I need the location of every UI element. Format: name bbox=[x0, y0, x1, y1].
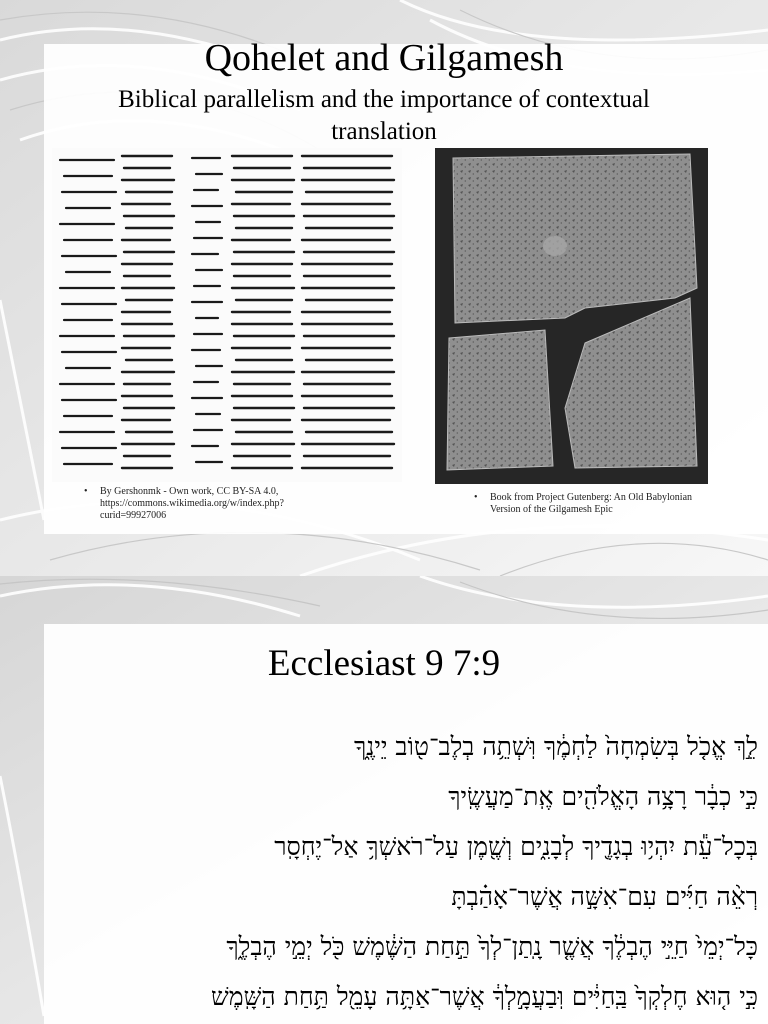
hebrew-verses bbox=[18, 722, 758, 1022]
tablet-caption-text: Book from Project Gutenberg: An Old Babylonian Version of the Gilgamesh Epic bbox=[490, 492, 693, 515]
verse-line: כִּ֣י ה֤וּא חֶלְקְךָ֙ בַּֽחַיִּ֔ים וּֽבַעֲמָ֣לְךָ֔ אֲשֶׁר־אַתָּ֥ה עָמֵ֖ל תַּ֥חַת הַשָּֽׁמֶשׁ bbox=[211, 982, 758, 1011]
manuscript-caption-text: By Gershonmk - Own work, CC BY-SA 4.0, https://commons.wikimedia.org/w/index.php?curid=99927006 bbox=[100, 486, 284, 521]
qohelet-manuscript-image bbox=[52, 148, 402, 482]
slide-title: Qohelet and Gilgamesh bbox=[204, 37, 564, 79]
tablet-caption bbox=[474, 492, 720, 516]
caption-bullet: • bbox=[84, 486, 88, 497]
slide-title: Ecclesiast 9 7:9 bbox=[267, 643, 501, 684]
gilgamesh-tablet-image bbox=[435, 148, 708, 484]
slide-subtitle: Biblical parallelism and the importance of contextual translation bbox=[118, 86, 650, 145]
caption-bullet: • bbox=[474, 492, 478, 503]
manuscript-caption bbox=[84, 486, 340, 522]
verse-line: כָּל־יְמֵי֙ חַיֵּ֣י הֶבְלֶ֔ךָ אֲשֶׁ֤ר נָֽתַן־לְךָ֙ תַּ֣חַת הַשֶּׁ֔מֶשׁ כֹּ֖ל יְמֵ֣י הֶבְלֶ֑ךָ bbox=[226, 932, 758, 961]
verse-line: לֵ֣ךְ אֱכֹ֤ל בְּשִׂמְחָה֙ לַחְמֶ֔ךָ וּֽשְׁתֵ֥ה בְלֶב־ט֖וֹב יֵינֶ֑ךָ bbox=[353, 732, 758, 761]
verse-line: בְּכָל־עֵ֕ת יִהְי֥וּ בְגָדֶ֖יךָ לְבָנִ֑ים וְשֶׁ֖מֶן עַל־רֹאשְׁךָ֥ אַל־יֶחְסָֽר bbox=[274, 832, 758, 861]
verse-line: כִּ֣י כְבָ֔ר רָצָ֥ה הָאֱלֹהִ֖ים אֶֽת־מַעֲשֶֽׂיךָ bbox=[448, 782, 758, 811]
slide-2 bbox=[0, 576, 768, 1024]
verse-line: רְאֵ֨ה חַיִּ֜ים עִם־אִשָּׁ֣ה אֲשֶׁר־אָהַ֗בְתָּ bbox=[451, 882, 758, 911]
